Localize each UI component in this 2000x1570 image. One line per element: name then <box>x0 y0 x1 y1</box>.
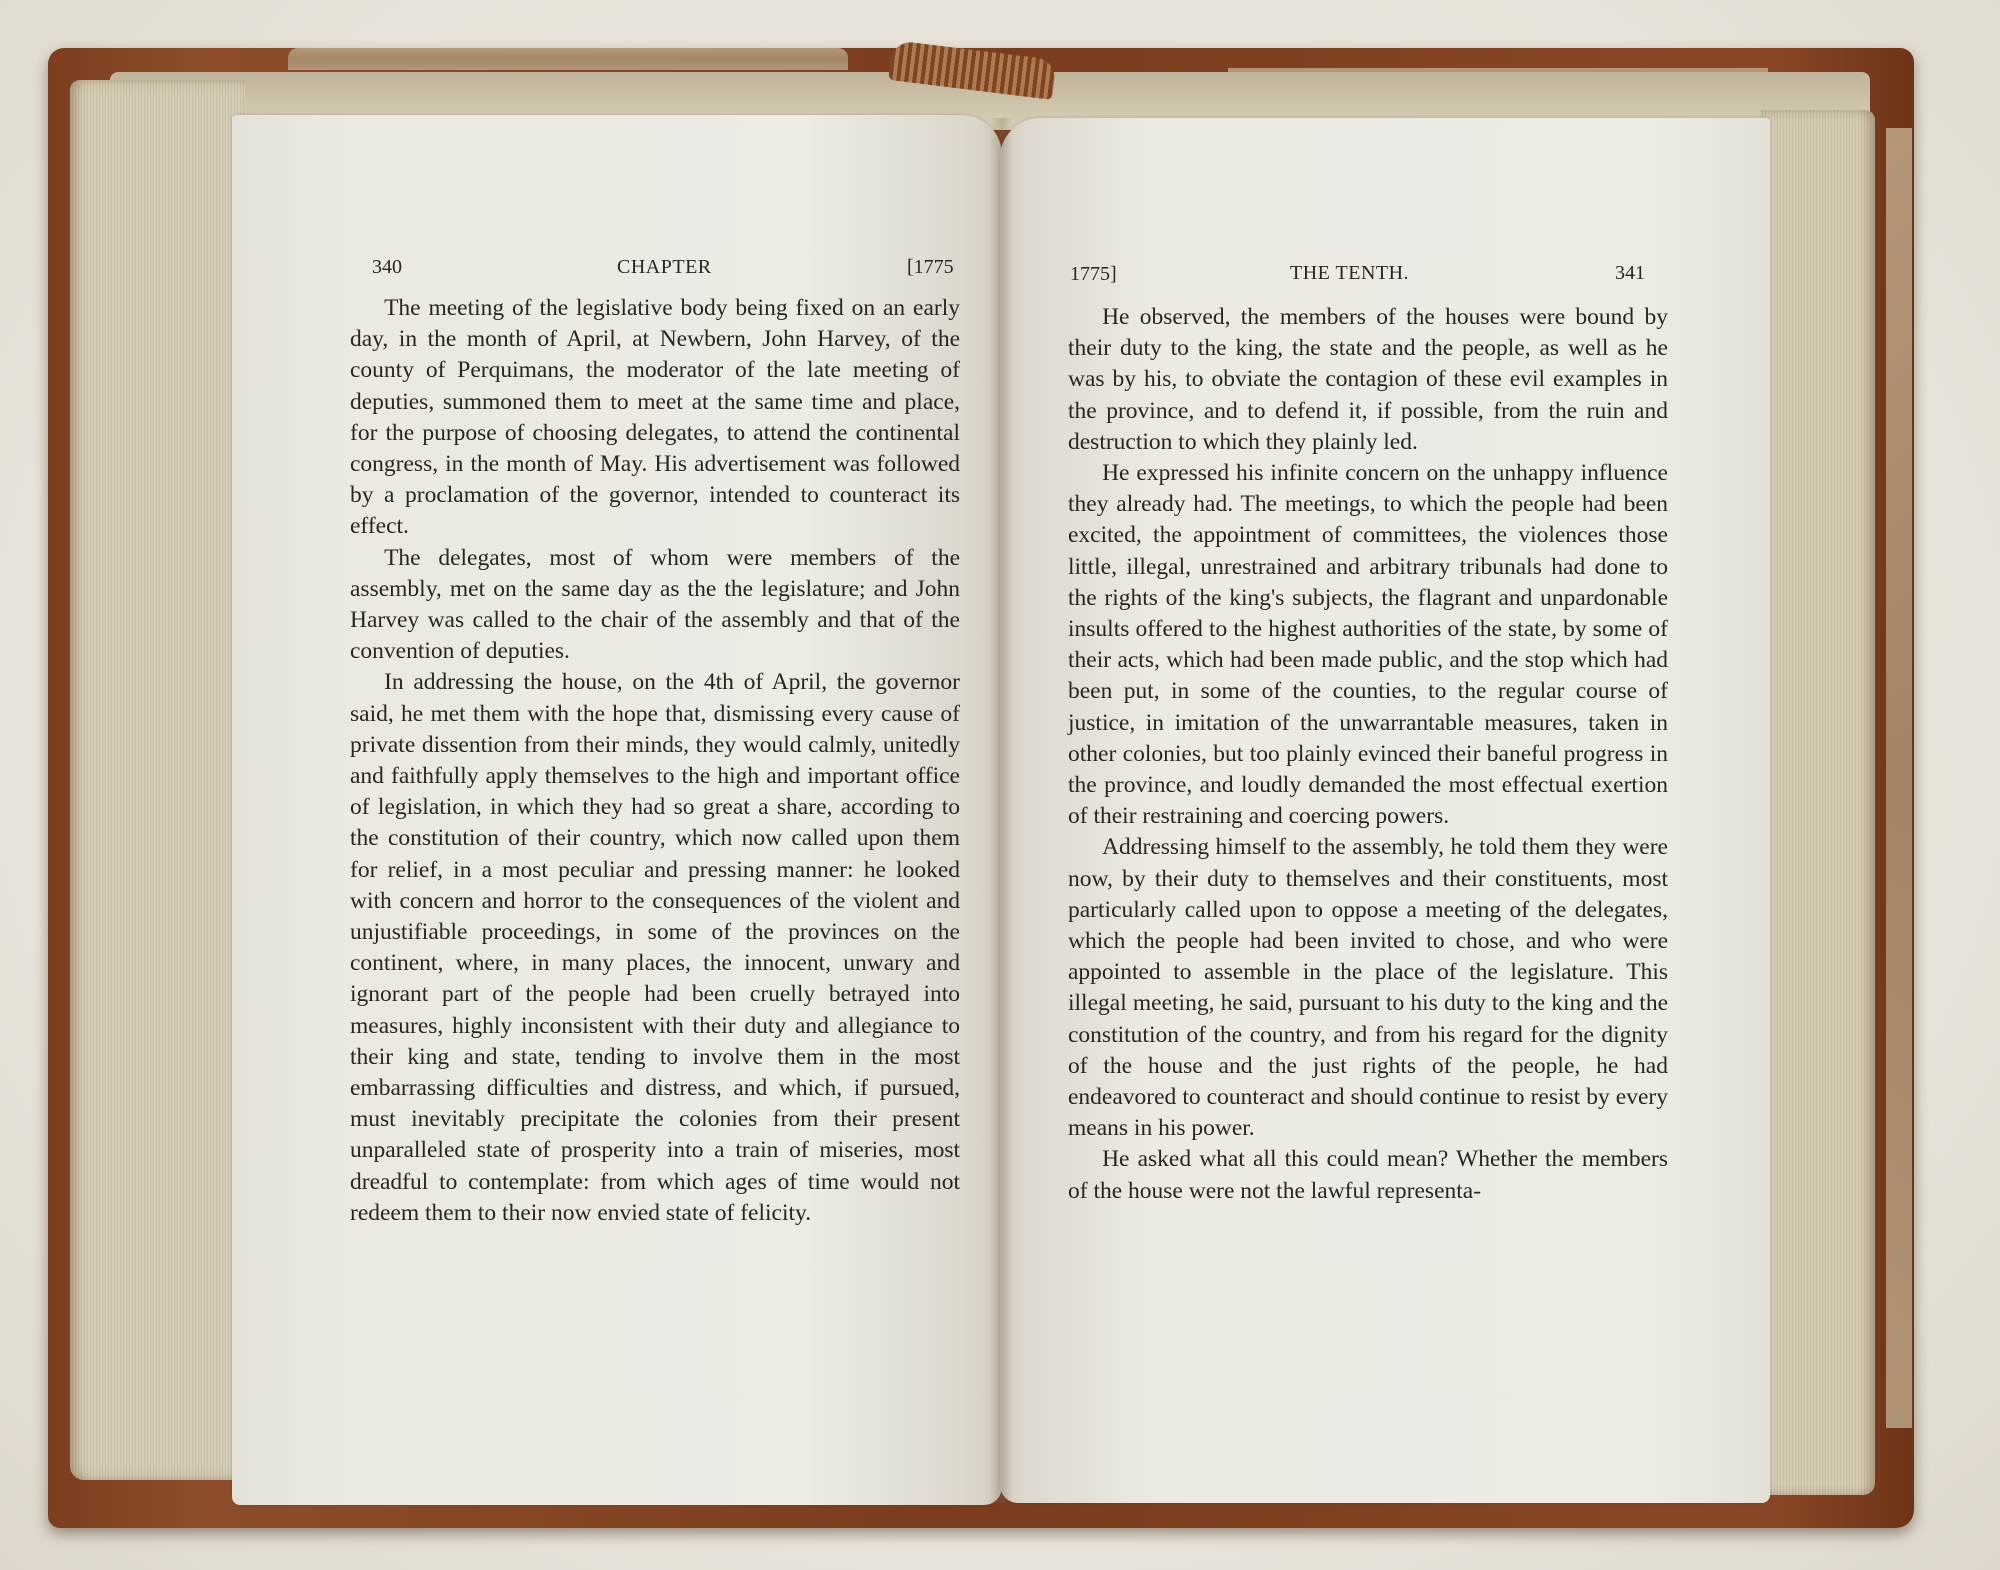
paragraph: The delegates, most of whom were members of the assembly, met on the same day as the the legislature; and John Harvey was called to the chair of the assembly and that of the convention of deputies. <box>350 544 960 665</box>
left-page-stack <box>70 80 245 1480</box>
right-page-stack <box>1760 110 1875 1495</box>
paragraph: He observed, the members of the houses were bound by their duty to the king, the state and the people, as well as he was by his, to obviate the contagion of these evil examples in the province, and to defend it, if possible, from the ruin and destruction to which they plainly led. <box>1068 304 1668 455</box>
left-running-head: CHAPTER <box>617 256 712 278</box>
paragraph: The meeting of the legislative body being fixed on an early day, in the month of April, at Newbern, John Harvey, of the county of Perquimans, the moderator of the late meeting of deputies, summoned them to meet at the same time and place, for the purpose of choosing delegates, to attend the continental congress, in the month of May. His advertisement was followed by a proclamation of the governor, intended to counteract its effect. <box>350 295 960 540</box>
left-page-number: 340 <box>372 256 402 278</box>
left-page-text <box>350 293 960 1229</box>
book-gutter <box>990 118 1012 1503</box>
right-page-number: 341 <box>1615 262 1645 284</box>
paragraph: In addressing the house, on the 4th of April, the governor said, he met them with the hope that, dismissing every cause of private dissention from their minds, they would calmly, unitedly and faithfully apply themselves to the high and important office of legislation, in which they had so great a share, according to the constitution of their country, which now called upon them for relief, in a most peculiar and pressing manner: he looked with concern and horror to the consequences of the violent and unjustifiable proceedings, in some of the provinces on the continent, where, in many places, the innocent, unwary and ignorant part of the people had been cruelly betrayed into measures, highly inconsistent with their duty and allegiance to their king and state, tending to involve them in the most embarrassing difficulties and distress, and which, if pursued, must inevitably precipitate the colonies from their present unparalleled state of prosperity into a train of miseries, most dreadful to contemplate: from which ages of time would not redeem them to their now envied state of felicity. <box>350 669 960 1226</box>
left-year-mark: [1775 <box>907 256 954 278</box>
right-year-mark: 1775] <box>1070 263 1117 285</box>
paragraph: Addressing himself to the assembly, he told them they were now, by their duty to themselves and their constituents, most particularly called upon to oppose a meeting of the delegates, which the people had been invited to chose, and who were appointed to assemble in the place of the legislature. This illegal meeting, he said, pursuant to his duty to the king and the constitution of the country, and from his regard for the dignity of the house and the just rights of the people, he had endeavored to counteract and should continue to resist by every means in his power. <box>1068 834 1668 1142</box>
cover-cloth-right-edge <box>1886 128 1912 1428</box>
cover-cloth-top-left <box>288 48 848 70</box>
right-running-head: THE TENTH. <box>1290 262 1410 284</box>
right-page-text <box>1068 302 1668 1207</box>
paragraph: He asked what all this could mean? Whether the members of the house were not the lawful representa- <box>1068 1146 1668 1204</box>
paragraph: He expressed his infinite concern on the unhappy influence they already had. The meetings, to which the people had been excited, the appointment of committees, the violences those little, illegal, unrestrained and arbitrary tribunals had done to the rights of the king's subjects, the flagrant and unpardonable insults offered to the highest authorities of the state, by some of their acts, which had been made public, and the stop which had been put, in some of the counties, to the regular course of justice, in imitation of the unwarrantable measures, taken in other colonies, but too plainly evinced their baneful progress in the province, and loudly demanded the most effectual exertion of their restraining and coercing powers. <box>1068 460 1668 830</box>
